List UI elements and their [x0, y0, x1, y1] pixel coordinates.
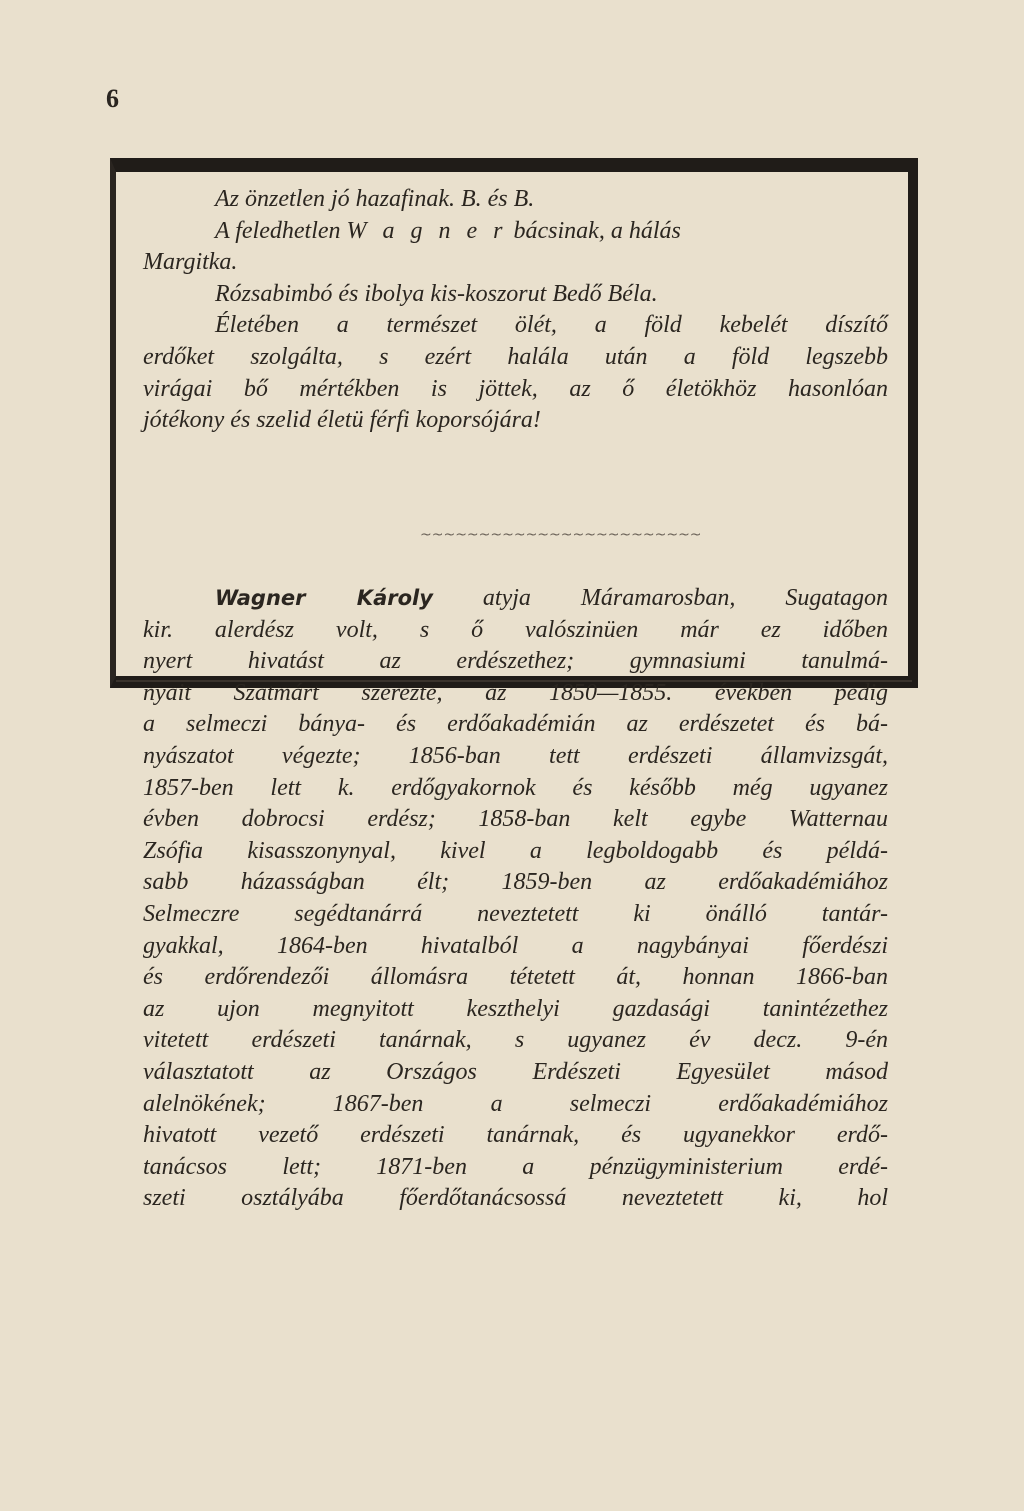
biography-name: Wagner Károly: [215, 586, 433, 610]
dedication-line: Az önzetlen jó hazafinak. B. és B.: [215, 186, 535, 212]
biography-line: Selmeczre segédtanárrá neveztetett ki önálló tantár-: [143, 900, 888, 927]
biography-block: [143, 583, 888, 1215]
biography-line: 1857-ben lett k. erdőgyakornok és később még ugyanez: [143, 774, 888, 801]
biography-line: az ujon megnyitott keszthelyi gazdasági tanintézethez: [143, 995, 888, 1022]
biography-line: kir. alerdész volt, s ő valószinüen már ez időben: [143, 616, 888, 643]
dedication-line: Rózsabimbó és ibolya kis-koszorut Bedő Béla.: [215, 280, 658, 307]
page-number: 6: [106, 84, 119, 113]
biography-first-line: [143, 583, 888, 615]
biography-line: a selmeczi bánya- és erdőakadémián az erdészetet és bá-: [143, 711, 888, 738]
biography-line: alelnökének; 1867-ben a selmeczi erdőakadémiához: [143, 1090, 888, 1117]
biography-line: és erdőrendezői állomásra tétetett át, honnan 1866-ban: [143, 964, 888, 991]
dedication-line: erdőket szolgálta, s ezért halála után a föld legszebb: [143, 343, 888, 370]
ornamental-divider: ~~~~~~~~~~~~~~~~~~~~~~~~: [420, 527, 702, 543]
biography-line: évben dobrocsi erdész; 1858-ban kelt egybe Watternau: [143, 806, 888, 833]
biography-line: szeti osztályába főerdőtanácsossá neveztetett ki, hol: [143, 1185, 888, 1212]
biography-line: nyait Szatmárt szerezte, az 1850—1855. években pedig: [143, 679, 888, 706]
dedication-line: virágai bő mértékben is jöttek, az ő életökhöz hasonlóan: [143, 375, 888, 402]
biography-line: nyert hivatást az erdészethez; gymnasiumi tanulmá-: [143, 648, 888, 675]
wagner-spaced-name: W a g n e r: [346, 217, 508, 244]
biography-line: Zsófia kisasszonynyal, kivel a legboldogabb és példá-: [143, 837, 888, 864]
dedication-line: Életében a természet ölét, a föld kebelét díszítő: [215, 312, 888, 339]
dedication-line: jótékony és szelid életü férfi koporsójára!: [143, 407, 541, 434]
biography-line: atyja Máramarosban, Sugatagon: [482, 585, 889, 611]
dedication-line-wagner: A feledhetlen W a g n e r bácsinak, a hálás: [215, 217, 681, 244]
biography-line: gyakkal, 1864-ben hivatalból a nagybányai főerdészi: [143, 932, 888, 959]
biography-line: tanácsos lett; 1871-ben a pénzügyministerium erdé-: [143, 1153, 888, 1180]
biography-line: sabb házasságban élt; 1859-ben az erdőakadémiához: [143, 869, 888, 896]
dedication-line: Margitka.: [143, 249, 238, 276]
biography-line: nyászatot végezte; 1856-ban tett erdészeti államvizsgát,: [143, 742, 888, 769]
dedication-block: [143, 184, 888, 437]
biography-line: választatott az Országos Erdészeti Egyesület másod: [143, 1058, 888, 1085]
biography-line: hivatott vezető erdészeti tanárnak, és ugyanekkor erdő-: [143, 1122, 888, 1149]
biography-line: vitetett erdészeti tanárnak, s ugyanez év decz. 9-én: [143, 1027, 888, 1054]
